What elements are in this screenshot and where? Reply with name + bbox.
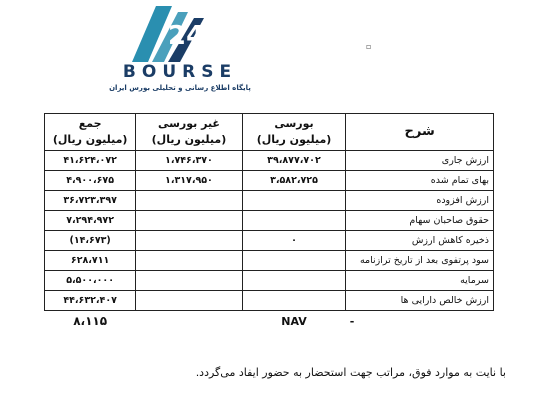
header-total: جمع (میلیون ریال) [45, 114, 136, 151]
table-row [45, 211, 494, 231]
nav-row-dash: - [349, 314, 355, 328]
row-description: بهای تمام شده [346, 171, 494, 191]
row-bourse-value [242, 191, 346, 211]
header-description: شرح [346, 114, 494, 151]
header-non-bourse: غیر بورسی (میلیون ریال) [136, 114, 242, 151]
row-non-bourse-value: ۱،۳۱۷،۹۵۰ [136, 171, 242, 191]
row-non-bourse-value [136, 231, 242, 251]
row-bourse-value [242, 271, 346, 291]
row-total-value: (۱۴،۶۷۳) [45, 231, 136, 251]
table-row [45, 151, 494, 171]
row-bourse-value [242, 251, 346, 271]
nav-row-label: NAV [281, 314, 307, 328]
row-total-value: ۷،۲۹۴،۹۷۲ [45, 211, 136, 231]
row-total-value: ۶۲۸،۷۱۱ [45, 251, 136, 271]
bourse-logo [100, 4, 260, 100]
table-row [45, 271, 494, 291]
row-non-bourse-value [136, 271, 242, 291]
row-non-bourse-value: ۱،۷۴۶،۳۷۰ [136, 151, 242, 171]
row-bourse-value: ۳۹،۸۷۷،۷۰۲ [242, 151, 346, 171]
logo-tagline: پایگاه اطلاع رسانی و تحلیلی بورس ایران [109, 84, 251, 92]
row-bourse-value: ۳،۵۸۲،۷۲۵ [242, 171, 346, 191]
row-bourse-value: ۰ [242, 231, 346, 251]
header-bourse: بورسی (میلیون ریال) [242, 114, 346, 151]
row-total-value: ۴،۹۰۰،۶۷۵ [45, 171, 136, 191]
table-row [45, 291, 494, 311]
row-non-bourse-value [136, 291, 242, 311]
row-bourse-value [242, 291, 346, 311]
row-description: ارزش جاری [346, 151, 494, 171]
footnote-text: با نایت به موارد فوق، مراتب جهت استحضار به حضور ایفاد می‌گردد. [195, 366, 506, 379]
row-non-bourse-value [136, 251, 242, 271]
logo-wordmark: BOURSE [122, 62, 238, 82]
row-non-bourse-value [136, 211, 242, 231]
table-row [45, 231, 494, 251]
row-total-value: ۴۱،۶۲۴،۰۷۲ [45, 151, 136, 171]
table-row [45, 171, 494, 191]
row-total-value: ۴۴،۶۳۲،۴۰۷ [45, 291, 136, 311]
table-row [45, 191, 494, 211]
row-total-value: ۳۶،۷۲۳،۳۹۷ [45, 191, 136, 211]
row-description: سرمایه [346, 271, 494, 291]
svg-text:24: 24 [168, 21, 205, 51]
row-description: ارزش افزوده [346, 191, 494, 211]
table-header-row [45, 114, 494, 151]
row-description: سود پرتفوی بعد از تاریخ ترازنامه [346, 251, 494, 271]
nav-table [44, 113, 494, 331]
table-row [45, 251, 494, 271]
row-bourse-value [242, 211, 346, 231]
row-description: ارزش خالص دارایی ها [346, 291, 494, 311]
row-total-value: ۵،۵۰۰،۰۰۰ [45, 271, 136, 291]
nav-row-empty [136, 311, 242, 332]
nav-row [45, 311, 494, 332]
bourse-logo-mark [128, 4, 206, 64]
nav-row-total: ۸،۱۱۵ [73, 313, 108, 328]
row-description: ذخیره کاهش ارزش [346, 231, 494, 251]
stray-mark: ▫ [366, 42, 372, 51]
row-description: حقوق صاحبان سهام [346, 211, 494, 231]
row-non-bourse-value [136, 191, 242, 211]
